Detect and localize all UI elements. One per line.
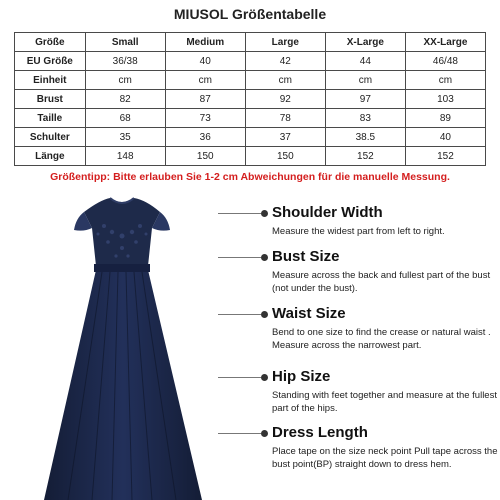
size-tip: Größentipp: Bitte erlauben Sie 1-2 cm Abweichungen für die manuelle Messung.: [50, 171, 450, 183]
dress-skirt: [44, 270, 202, 500]
table-cell: 35: [85, 128, 165, 147]
measure-heading: Shoulder Width: [272, 204, 383, 221]
pointer-dot: [261, 311, 268, 318]
table-cell: 103: [405, 90, 485, 109]
table-cell: 152: [405, 147, 485, 166]
table-row-label: EU Größe: [15, 52, 86, 71]
table-cell: 42: [245, 52, 325, 71]
table-header-row: [15, 33, 486, 52]
pointer-line: [218, 433, 261, 434]
table-header-cell: Größe: [15, 33, 86, 52]
table-cell: cm: [165, 71, 245, 90]
table-header-cell: Small: [85, 33, 165, 52]
measure-heading: Dress Length: [272, 424, 368, 441]
table-cell: 92: [245, 90, 325, 109]
dress-waistband: [94, 264, 150, 272]
table-cell: cm: [405, 71, 485, 90]
table-cell: 46/48: [405, 52, 485, 71]
table-cell: 38.5: [325, 128, 405, 147]
table-row: [15, 128, 486, 147]
table-row: [15, 109, 486, 128]
pointer-dot: [261, 254, 268, 261]
measure-description: Standing with feet together and measure at the fullest part of the hips.: [272, 390, 497, 414]
table-header-cell: Large: [245, 33, 325, 52]
pointer-line: [218, 257, 261, 258]
pointer-dot: [261, 210, 268, 217]
table-cell: 36: [165, 128, 245, 147]
table-header-cell: XX-Large: [405, 33, 485, 52]
pointer-line: [218, 213, 261, 214]
table-cell: 152: [325, 147, 405, 166]
table-header-cell: Medium: [165, 33, 245, 52]
table-row-label: Schulter: [15, 128, 86, 147]
measure-heading: Hip Size: [272, 368, 331, 385]
table-cell: cm: [85, 71, 165, 90]
table-cell: 87: [165, 90, 245, 109]
table-cell: cm: [325, 71, 405, 90]
table-row-label: Einheit: [15, 71, 86, 90]
table-row-label: Länge: [15, 147, 86, 166]
table-cell: 97: [325, 90, 405, 109]
measure-heading: Bust Size: [272, 248, 340, 265]
table-cell: 36/38: [85, 52, 165, 71]
table-row: [15, 71, 486, 90]
table-cell: 37: [245, 128, 325, 147]
measure-heading: Waist Size: [272, 305, 346, 322]
table-cell: 78: [245, 109, 325, 128]
table-cell: 150: [245, 147, 325, 166]
table-row-label: Taille: [15, 109, 86, 128]
measure-description: Measure across the back and fullest part of the bust (not under the bust).: [272, 270, 491, 294]
dress-illustration: [40, 190, 210, 500]
table-cell: 73: [165, 109, 245, 128]
pointer-line: [218, 377, 261, 378]
table-row: [15, 52, 486, 71]
table-cell: 148: [85, 147, 165, 166]
table-cell: 68: [85, 109, 165, 128]
table-cell: 40: [165, 52, 245, 71]
table-cell: cm: [245, 71, 325, 90]
table-row: [15, 147, 486, 166]
pointer-dot: [261, 374, 268, 381]
size-chart-table: [14, 32, 486, 166]
table-cell: 40: [405, 128, 485, 147]
table-header-cell: X-Large: [325, 33, 405, 52]
table-cell: 89: [405, 109, 485, 128]
table-cell: 82: [85, 90, 165, 109]
pointer-dot: [261, 430, 268, 437]
pointer-line: [218, 314, 261, 315]
measure-description: Place tape on the size neck point Pull tape across the bust point(BP) straight down to dress hem.: [272, 446, 498, 470]
table-row: [15, 90, 486, 109]
table-cell: 150: [165, 147, 245, 166]
table-cell: 44: [325, 52, 405, 71]
measure-description: Measure the widest part from left to right.: [272, 226, 445, 237]
table-row-label: Brust: [15, 90, 86, 109]
dress-bodice: [84, 198, 160, 266]
table-cell: 83: [325, 109, 405, 128]
page-title: MIUSOL Größentabelle: [173, 6, 327, 22]
measure-description: Bend to one size to find the crease or natural waist . Measure across the narrowest part.: [272, 327, 491, 351]
